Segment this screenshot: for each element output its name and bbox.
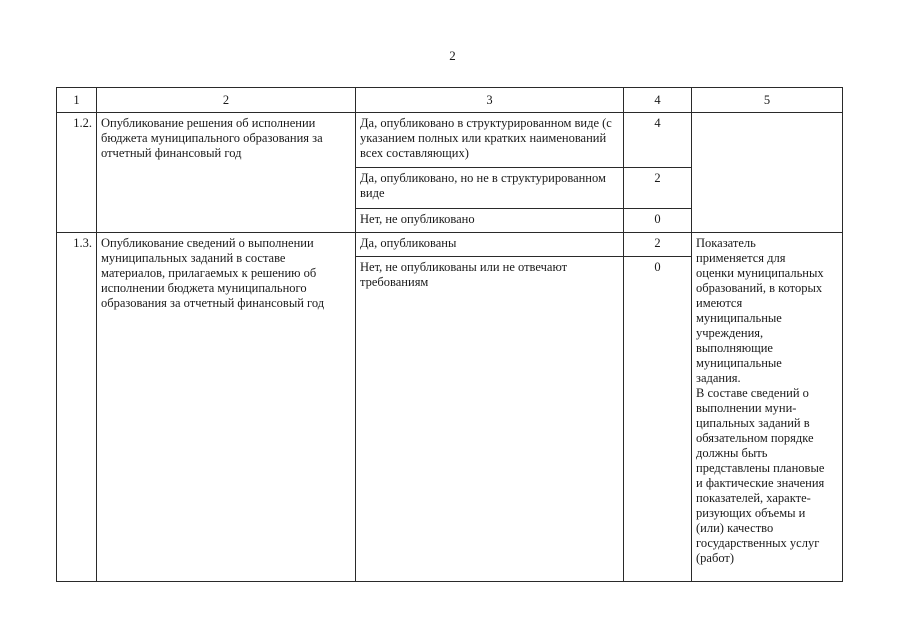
option-score: 0 — [624, 257, 692, 582]
note-line: государственных услуг — [696, 536, 820, 550]
note-line: показателей, характе- — [696, 491, 811, 505]
option-text: Нет, не опубликовано — [356, 209, 624, 233]
row-number: 1.2. — [57, 113, 97, 233]
column-header-2: 2 — [97, 88, 356, 113]
column-header-5: 5 — [692, 88, 843, 113]
table-row — [57, 233, 843, 257]
note-line: (или) качество — [696, 521, 774, 535]
page-number: 2 — [449, 48, 456, 63]
note-line: должны быть — [696, 446, 768, 460]
column-header-1: 1 — [57, 88, 97, 113]
option-text: Да, опубликовано, но не в структурированном виде — [356, 168, 624, 209]
table-row — [57, 113, 843, 168]
note-line: В составе сведений о — [696, 386, 809, 400]
column-header-4: 4 — [624, 88, 692, 113]
note-line: Показатель — [696, 236, 756, 250]
note-line: обязательном порядке — [696, 431, 814, 445]
note-line: представлены плановые — [696, 461, 825, 475]
note-line: учреждения, — [696, 326, 764, 340]
note-line: применяется для — [696, 251, 786, 265]
option-score: 0 — [624, 209, 692, 233]
note-line: выполняющие — [696, 341, 773, 355]
note-line: имеются — [696, 296, 743, 310]
row-number: 1.3. — [57, 233, 97, 582]
option-text: Нет, не опубликованы или не отвечают требованиям — [356, 257, 624, 582]
note-line: выполнении муни- — [696, 401, 797, 415]
option-text: Да, опубликованы — [356, 233, 624, 257]
criterion-text: Опубликование сведений о выполнении муниципальных заданий в составе материалов, прилагаемых к решению об исполнении бюджета муниципального образования за отчетный финансовый год — [97, 233, 356, 582]
option-text: Да, опубликовано в структурированном виде (с указанием полных или кратких наименований всех составляющих) — [356, 113, 624, 168]
table-header-row — [57, 88, 843, 113]
column-header-3: 3 — [356, 88, 624, 113]
note-line: муниципальные — [696, 311, 782, 325]
option-score: 2 — [624, 233, 692, 257]
note-line: и фактические значения — [696, 476, 825, 490]
note-cell — [692, 113, 843, 233]
note-line: (работ) — [696, 551, 735, 565]
note-line: ризующих объемы и — [696, 506, 806, 520]
option-score: 2 — [624, 168, 692, 209]
criteria-table — [56, 87, 843, 582]
note-line: ципальных заданий в — [696, 416, 810, 430]
option-score: 4 — [624, 113, 692, 168]
note-line: задания. — [696, 371, 741, 385]
note-line: образований, в которых — [696, 281, 823, 295]
criterion-text: Опубликование решения об исполнении бюджета муниципального образования за отчетный финансовый год — [97, 113, 356, 233]
note-line: муниципальные — [696, 356, 782, 370]
note-cell — [692, 233, 843, 582]
note-line: оценки муниципальных — [696, 266, 824, 280]
